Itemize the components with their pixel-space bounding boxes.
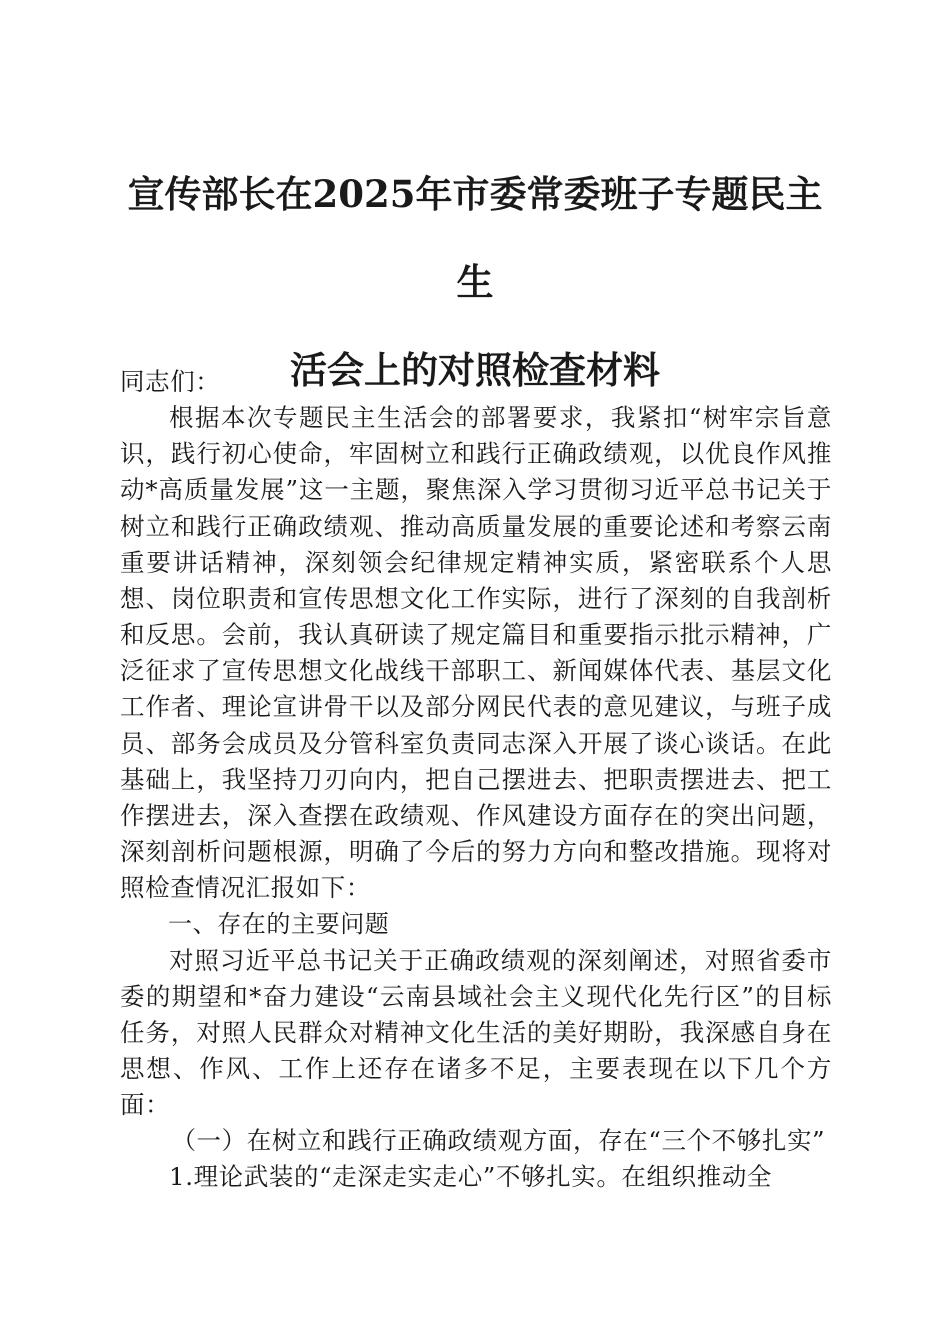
document-body (120, 364, 832, 1196)
paragraph-intro: 根据本次专题民主生活会的部署要求，我紧扣“树牢宗旨意识，践行初心使命，牢固树立和践行正确政绩观，以优良作风推动*高质量发展”这一主题，聚焦深入学习贯彻习近平总书记关于树立和践行正确政绩观、推动高质量发展的重要论述和考察云南重要讲话精神，深刻领会纪律规定精神实质，紧密联系个人思想、岗位职责和宣传思想文化工作实际，进行了深刻的自我剖析和反思。会前，我认真研读了规定篇目和重要指示批示精神，广泛征求了宣传思想文化战线干部职工、新闻媒体代表、基层文化工作者、理论宣讲骨干以及部分网民代表的意见建议，与班子成员、部务会成员及分管科室负责同志深入开展了谈心谈话。在此基础上，我坚持刀刃向内，把自己摆进去、把职责摆进去、把工作摆进去，深入查摆在政绩观、作风建设方面存在的突出问题，深刻剖析问题根源，明确了今后的努力方向和整改措施。现将对照检查情况汇报如下： (120, 403, 832, 903)
salutation: 同志们： (120, 367, 221, 396)
paragraph-item-1: 1.理论武装的“走深走实走心”不够扎实。在组织推动全 (169, 1162, 773, 1192)
section-heading: 一、存在的主要问题 (168, 910, 390, 939)
subsection-heading: （一）在树立和践行正确政绩观方面，存在“三个不够扎实” (171, 1126, 826, 1156)
title-line-1: 宣传部长在2025年市委常委班子专题民主生 (127, 172, 823, 304)
paragraph-overview: 对照习近平总书记关于正确政绩观的深刻阐述，对照省委市委的期望和*奋力建设“云南县域社会主义现代化先行区”的目标任务，对照人民群众对精神文化生活的美好期盼，我深感自身在思想、作风、工作上还存在诸多不足，主要表现在以下几个方面： (120, 945, 832, 1120)
title-line-2: 活会上的对照检查材料 (290, 348, 660, 392)
